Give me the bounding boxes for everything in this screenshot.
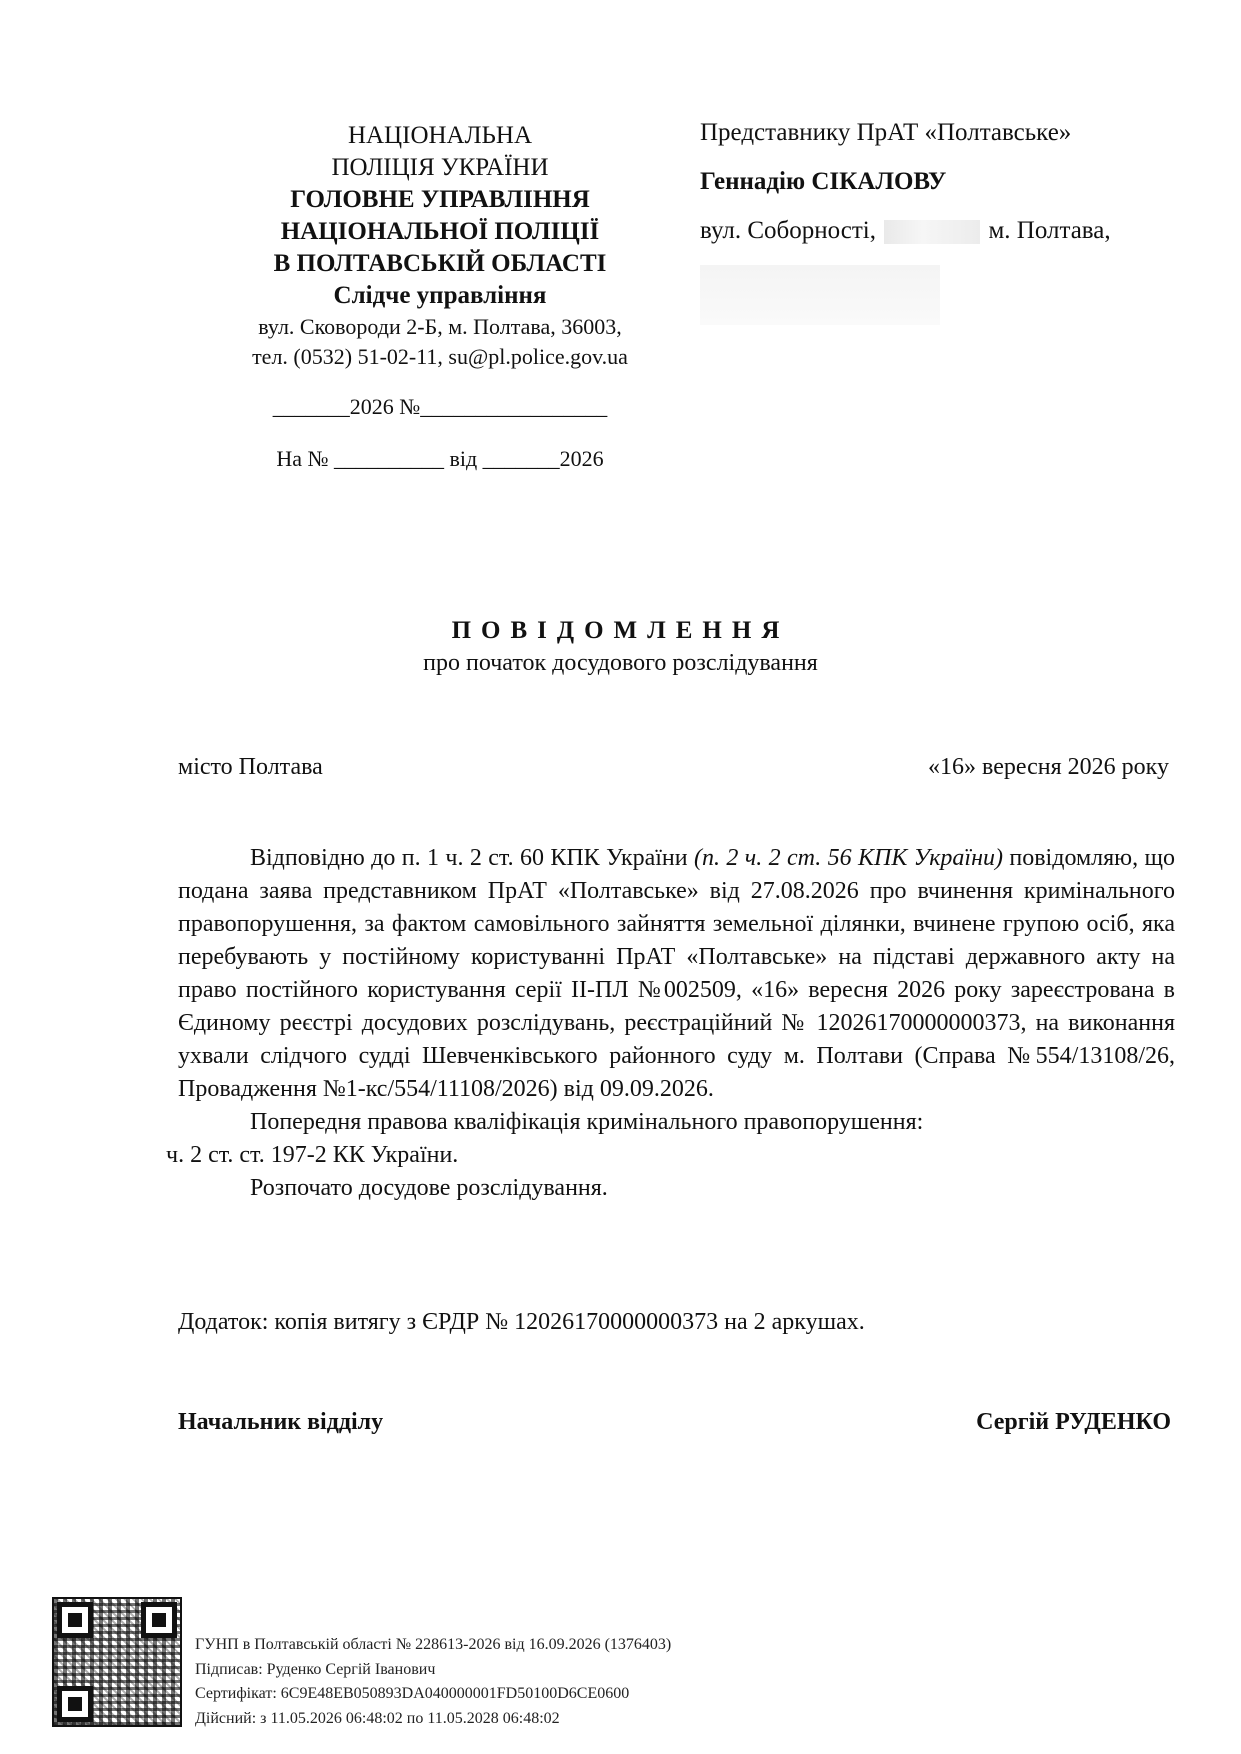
recipient-street [700,215,1220,247]
sender-address: вул. Сковороди 2-Б, м. Полтава, 36003, [258,314,622,339]
redacted-postal-code [700,265,940,325]
document-date: «16» вересня 2026 року [928,754,1169,780]
signer-position: Начальник відділу [178,1409,384,1435]
e-signature-registration: ГУНП в Полтавській області № 228613-2026 від 16.09.2026 (1376403) [195,1636,672,1653]
qr-finder-bottom-left [57,1686,93,1722]
document-city: місто Полтава [178,754,323,780]
signer-name: Сергій РУДЕНКО [976,1409,1171,1435]
body-paragraph-1 [178,842,1175,1106]
redacted-house-number [884,220,980,244]
sender-org-line5: В ПОЛТАВСЬКІЙ ОБЛАСТІ [273,250,607,277]
document-title: ПОВІДОМЛЕННЯ [451,617,790,644]
qr-finder-top-left [57,1602,93,1638]
recipient-header [700,117,1220,247]
para1-start: Відповідно до п. 1 ч. 2 ст. 60 КПК України [250,845,695,871]
document-body [166,842,1175,1205]
para1-rest: повідомляю, що подана заява представником ПрАТ «Полтавське» від 27.08.2026 про вчинення кримінального правопорушення, за фактом самовільного зайняття земельної ділянки, вчинене групою осіб, яка перебувають у постійному користуванні ПрАТ «Полтавське» на підставі державного акту на право постійного користування серії ІІ-ПЛ №002509, «16» вересня 2026 року зареєстрована в Єдиному реєстрі досудових розслідувань, реєстраційний № 12026170000000373, на виконання ухвали слідчого судді Шевченківського районного суду м. Полтави (Справа №554/13108/26, Провадження №1-кс/554/11108/2026) від 09.09.2026. [178,845,1175,1102]
outgoing-number: _______2026 №_________________ [272,394,608,419]
sender-org-line1: НАЦІОНАЛЬНА [347,122,533,149]
recipient-name: Геннадію СІКАЛОВУ [700,168,947,195]
electronic-signature-block [195,1633,671,1731]
sender-contacts: тел. (0532) 51-02-11, su@pl.police.gov.ua [252,344,628,369]
document-subtitle: про початок досудового розслідування [423,650,818,676]
body-paragraph-2-line2: ч. 2 ст. ст. 197-2 КК України. [166,1142,459,1168]
sender-department: Слідче управління [333,282,547,309]
sender-org-line4: НАЦІОНАЛЬНОЇ ПОЛІЦІЇ [280,218,600,245]
sender-header [180,120,700,474]
sender-org-line2: ПОЛІЦІЯ УКРАЇНИ [331,154,549,181]
reply-number: На № __________ від _______2026 [276,446,604,471]
e-signature-certificate: Сертифікат: 6C9E48EB050893DA040000001FD50100D6CE0600 [195,1685,630,1702]
e-signature-validity: Дійсний: з 11.05.2026 06:48:02 по 11.05.2028 06:48:02 [195,1709,560,1727]
qr-code [52,1597,182,1727]
body-paragraph-2-line1: Попередня правова кваліфікація кримінального правопорушення: [250,1109,924,1135]
appendix-note: Додаток: копія витягу з ЄРДР № 12026170000000373 на 2 аркушах. [178,1309,865,1335]
para1-italic-reference: (п. 2 ч. 2 ст. 56 КПК України) [694,845,1003,871]
recipient-line1: Представнику ПрАТ «Полтавське» [700,119,1072,146]
e-signature-signed-by: Підписав: Руденко Сергій Іванович [195,1660,436,1678]
sender-org-line3: ГОЛОВНЕ УПРАВЛІННЯ [290,186,590,213]
recipient-street-prefix: вул. Соборності, [700,217,876,244]
recipient-street-suffix: м. Полтава, [988,217,1111,244]
body-paragraph-3: Розпочато досудове розслідування. [250,1175,608,1201]
qr-finder-top-right [141,1602,177,1638]
